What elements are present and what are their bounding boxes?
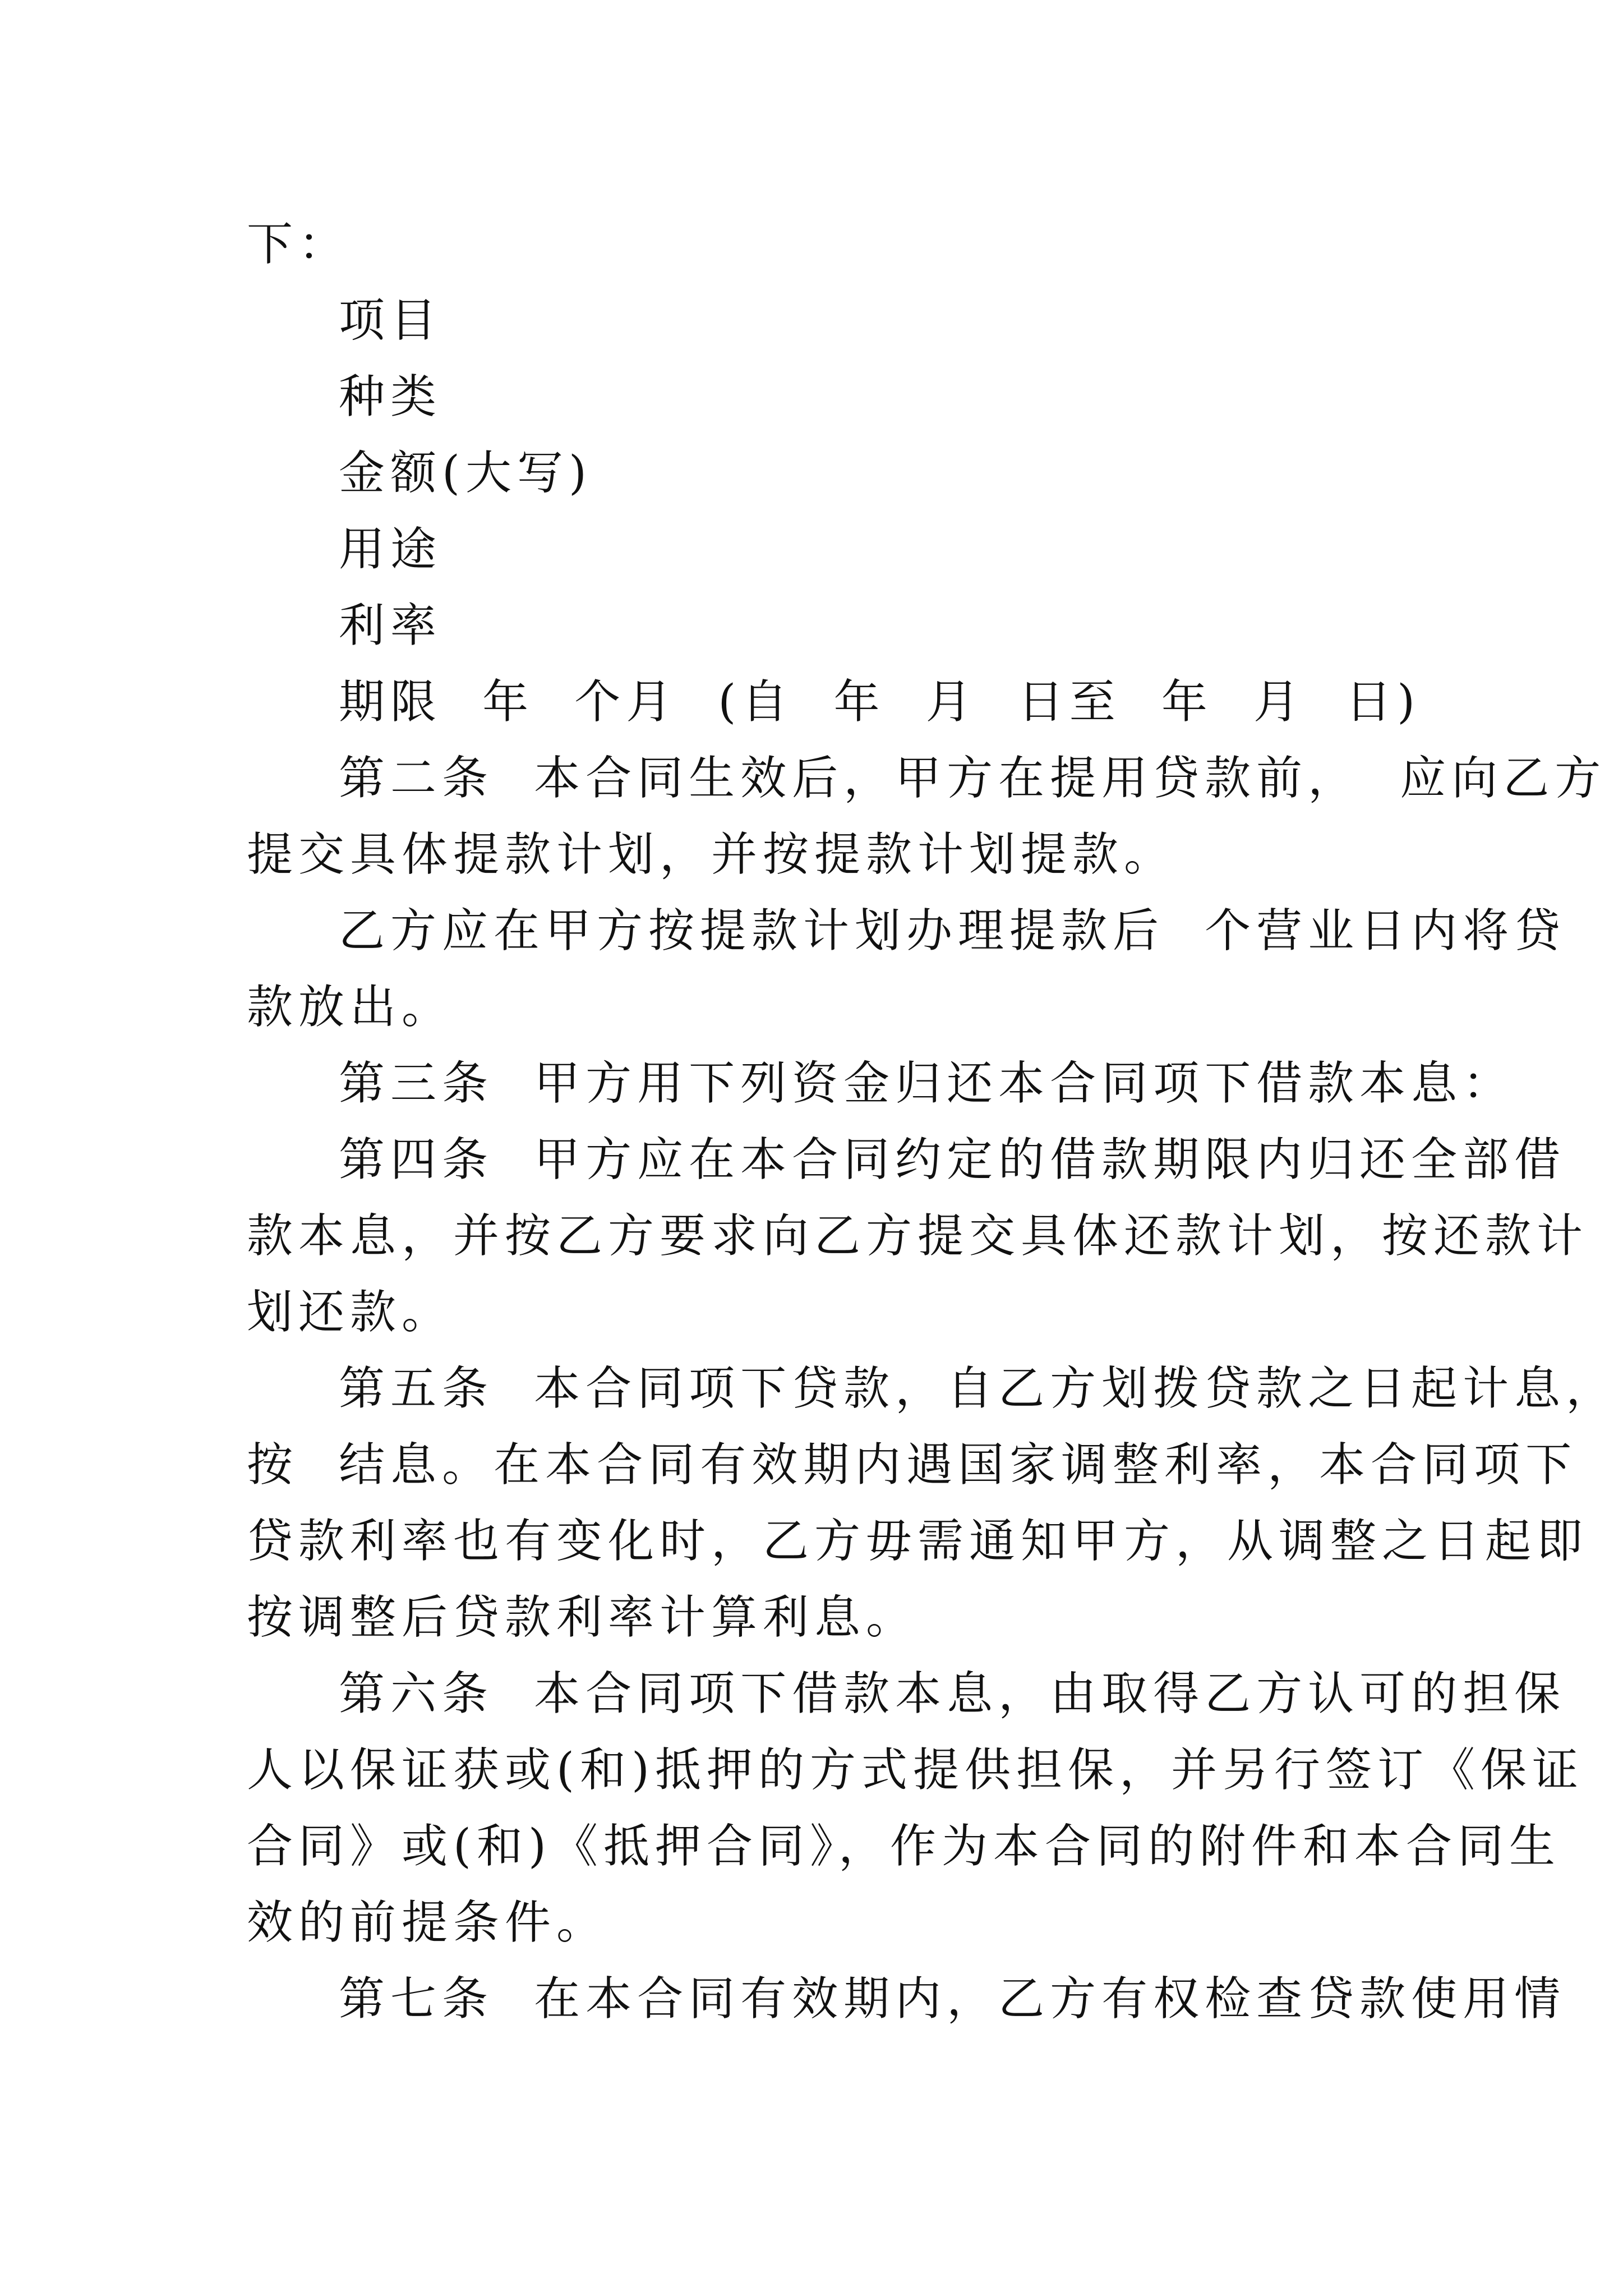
text-line: 第三条 甲方用下列资金归还本合同项下借款本息：	[339, 1057, 1515, 1110]
text-line: 下：	[247, 218, 351, 271]
text-line: 合同》或(和)《抵押合同》，作为本合同的附件和本合同生	[247, 1820, 1561, 1873]
text-line: 第七条 在本合同有效期内，乙方有权检查贷款使用情	[339, 1972, 1566, 2026]
text-line: 按 结息。在本合同有效期内遇国家调整利率，本合同项下	[247, 1438, 1578, 1492]
text-line: 效的前提条件。	[247, 1896, 608, 1949]
text-line: 期限 年 个月 (自 年 月 日至 年 月 日)	[339, 675, 1421, 729]
text-line: 利率	[339, 599, 442, 652]
text-line: 种类	[339, 370, 442, 424]
text-line: 用途	[339, 523, 442, 576]
text-line: 第二条 本合同生效后，甲方在提用贷款前， 应向乙方	[339, 752, 1607, 805]
text-line: 项目	[339, 294, 442, 347]
text-line: 按调整后贷款利率计算利息。	[247, 1591, 918, 1644]
text-line: 人以保证获或(和)抵押的方式提供担保，并另行签订《保证	[247, 1743, 1584, 1797]
text-line: 第五条 本合同项下贷款，自乙方划拨贷款之日起计息，	[339, 1362, 1618, 1415]
text-line: 第四条 甲方应在本合同约定的借款期限内归还全部借	[339, 1133, 1566, 1186]
text-line: 乙方应在甲方按提款计划办理提款后 个营业日内将贷	[339, 904, 1566, 958]
document-body	[247, 206, 1618, 2037]
text-line: 款放出。	[247, 981, 454, 1034]
text-line: 金额(大写)	[339, 447, 592, 500]
text-line: 划还款。	[247, 1286, 454, 1339]
text-line: 贷款利率也有变化时，乙方毋需通知甲方，从调整之日起即	[247, 1515, 1589, 1568]
text-line: 提交具体提款计划，并按提款计划提款。	[247, 828, 1176, 881]
text-line: 第六条 本合同项下借款本息，由取得乙方认可的担保	[339, 1667, 1566, 1720]
text-line: 款本息，并按乙方要求向乙方提交具体还款计划，按还款计	[247, 1209, 1589, 1263]
